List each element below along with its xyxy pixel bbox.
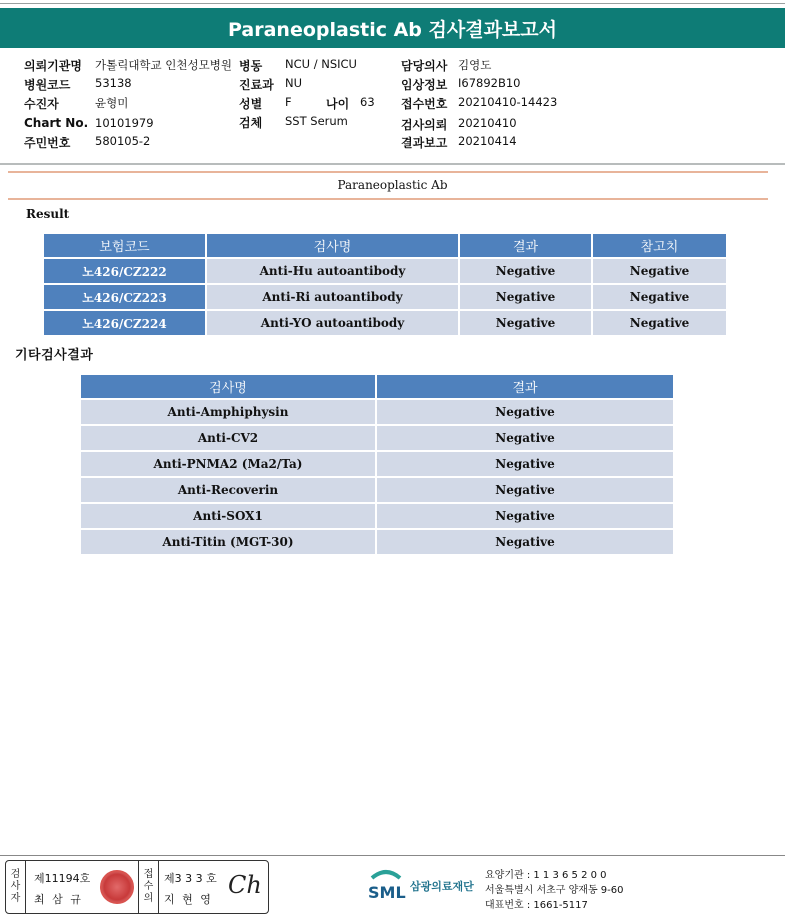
sml-logo-icon	[366, 868, 406, 904]
test-name: Anti-Titin (MGT-30)	[81, 530, 377, 556]
test-result: Negative	[377, 426, 673, 452]
info-row: 의뢰기관명 가톨릭대학교 인천성모병원	[24, 58, 232, 73]
test-name: Anti-Ri autoantibody	[207, 285, 460, 311]
test-name: Anti-PNMA2 (Ma2/Ta)	[81, 452, 377, 478]
reference-value: Negative	[593, 285, 726, 311]
receiver-label: 접 수 의	[139, 861, 159, 913]
test-name: Anti-Amphiphysin	[81, 400, 377, 426]
test-result: Negative	[460, 285, 593, 311]
info-row: 임상정보 I67892B10	[401, 76, 521, 92]
test-result: Negative	[377, 478, 673, 504]
column-header: 결과	[460, 234, 593, 259]
test-result: Negative	[377, 400, 673, 426]
report-title: Paraneoplastic Ab 검사결과보고서	[0, 8, 785, 48]
org-info	[485, 868, 624, 913]
info-row: 주민번호 580105-2	[24, 134, 151, 150]
table-row	[81, 400, 673, 426]
test-name: Anti-SOX1	[81, 504, 377, 530]
svg-text:SML: SML	[368, 883, 406, 902]
signature-icon: Ch	[228, 871, 262, 899]
info-row: 병원코드 53138	[24, 76, 132, 92]
test-name: Anti-Recoverin	[81, 478, 377, 504]
divider	[8, 198, 768, 200]
table-header-row	[44, 234, 726, 259]
column-header: 검사명	[207, 234, 460, 259]
info-row-age: 나이 63	[326, 95, 375, 111]
footer-divider	[0, 855, 785, 856]
insurance-code: 노426/CZ222	[44, 259, 207, 285]
table-row	[81, 504, 673, 530]
column-header: 보험코드	[44, 234, 207, 259]
column-header: 참고치	[593, 234, 726, 259]
table-header-row	[81, 375, 673, 400]
info-row: 검사의뢰 20210410	[401, 116, 517, 132]
test-result: Negative	[377, 504, 673, 530]
signature-box	[5, 860, 269, 914]
table-row	[81, 478, 673, 504]
top-border	[0, 3, 785, 4]
receiver-license: 제3 3 3 호	[164, 872, 217, 885]
insurance-code: 노426/CZ223	[44, 285, 207, 311]
test-result: Negative	[377, 452, 673, 478]
table-row	[44, 311, 726, 337]
info-row: 진료과 NU	[239, 76, 303, 92]
table-row	[44, 259, 726, 285]
test-result: Negative	[460, 259, 593, 285]
section-title: Paraneoplastic Ab	[337, 178, 448, 192]
sml-logo	[366, 868, 474, 904]
examiner-name: 최 삼 규	[34, 893, 83, 906]
info-row: 결과보고 20210414	[401, 134, 517, 150]
examiner-label: 검 사 자	[6, 861, 26, 913]
table-row	[81, 426, 673, 452]
column-header: 검사명	[81, 375, 377, 400]
divider	[8, 171, 768, 173]
info-row: 접수번호 20210410-14423	[401, 95, 558, 111]
info-row: 병동 NCU / NSICU	[239, 57, 357, 73]
divider	[0, 163, 785, 165]
seal-stamp-icon	[100, 870, 134, 904]
table-row	[81, 530, 673, 556]
insurance-code: 노426/CZ224	[44, 311, 207, 337]
test-result: Negative	[460, 311, 593, 337]
test-result: Negative	[377, 530, 673, 556]
other-results-table	[81, 375, 673, 556]
org-name: 삼광의료재단	[410, 880, 474, 893]
table-row	[44, 285, 726, 311]
org-line: 대표번호 : 1661-5117	[485, 900, 588, 911]
reference-value: Negative	[593, 311, 726, 337]
other-results-label: 기타검사결과	[15, 348, 94, 363]
result-label: Result	[26, 207, 70, 221]
org-line: 요양기관 : 1 1 3 6 5 2 0 0	[485, 870, 607, 881]
test-name: Anti-CV2	[81, 426, 377, 452]
info-row: Chart No. 10101979	[24, 116, 154, 130]
info-row: 검체 SST Serum	[239, 114, 348, 130]
test-name: Anti-YO autoantibody	[207, 311, 460, 337]
info-row: 담당의사 김영도	[401, 58, 492, 73]
table-row	[81, 452, 673, 478]
test-name: Anti-Hu autoantibody	[207, 259, 460, 285]
org-line: 서울특별시 서초구 양재동 9-60	[485, 885, 624, 896]
result-table	[44, 234, 726, 337]
column-header: 결과	[377, 375, 673, 400]
reference-value: Negative	[593, 259, 726, 285]
info-row: 수진자 윤형미	[24, 96, 129, 111]
info-row: 성별 F	[239, 95, 292, 111]
receiver-name: 지 현 영	[164, 893, 213, 906]
examiner-license: 제11194호	[34, 872, 91, 885]
